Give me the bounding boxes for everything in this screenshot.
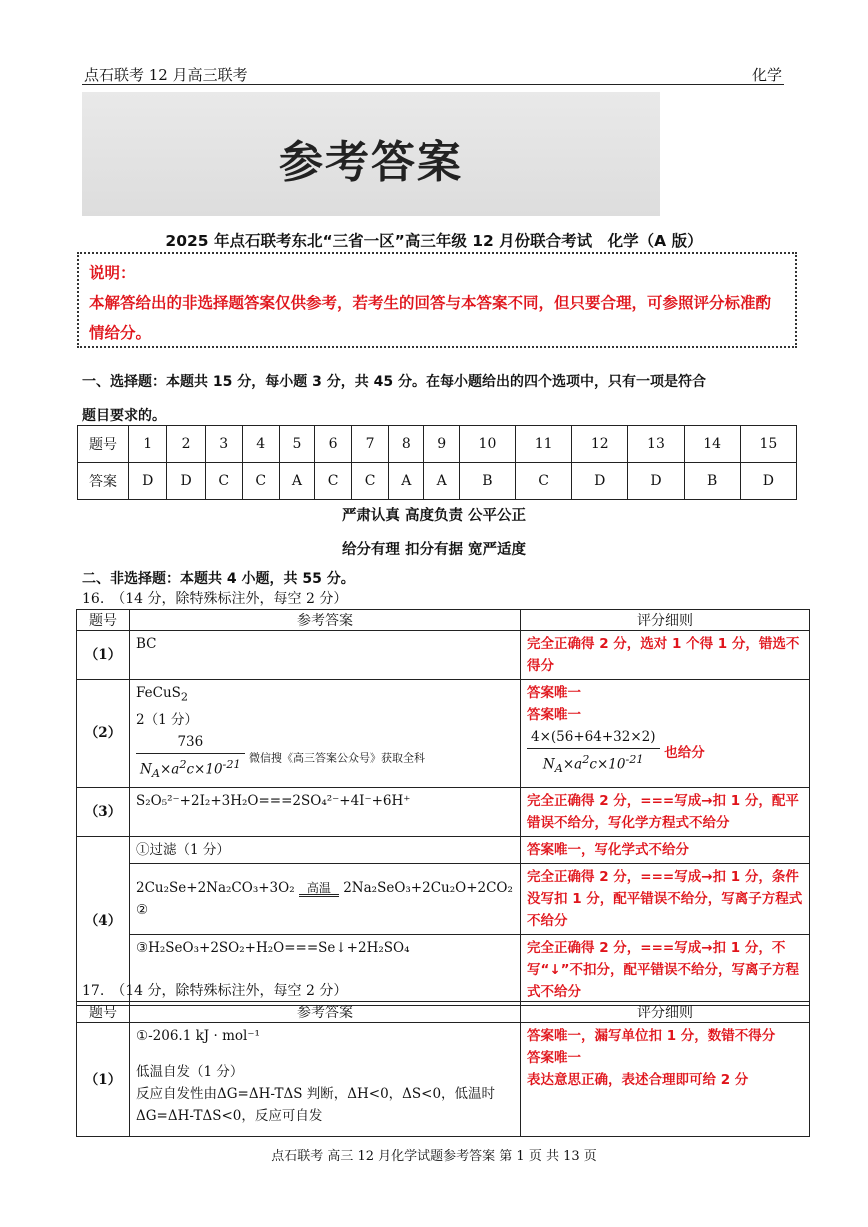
q16-row2-formula: FeCuS bbox=[136, 685, 181, 701]
q16-title: 16. （14 分，除特殊标注外，每空 2 分） bbox=[82, 591, 348, 607]
section1-line1: 一、选择题：本题共 15 分，每小题 3 分，共 45 分。在每小题给出的四个选项中，只有一项是符合 bbox=[82, 374, 706, 390]
q16-row1-num: （1） bbox=[77, 631, 130, 680]
q16-row2-a2: 2（1 分） bbox=[136, 711, 198, 728]
q16-row2-answer bbox=[130, 680, 521, 788]
table-row bbox=[77, 680, 810, 788]
alt-den-rest: ×a bbox=[562, 756, 583, 773]
fraction-numerator: 736 bbox=[136, 731, 245, 754]
q16-row4-a3: ③H₂SeO₃+2SO₂+H₂O===Se↓+2H₂SO₄ bbox=[130, 934, 521, 1005]
q17-header-num: 题号 bbox=[77, 1002, 130, 1023]
q16-row1-rule: 完全正确得 2 分，选对 1 个得 1 分，错选不得分 bbox=[521, 631, 810, 680]
alt-fraction bbox=[527, 726, 660, 780]
watermark-text: 微信搜《高三答案公众号》获取全科 bbox=[248, 751, 425, 765]
alt-den-exp: -21 bbox=[625, 753, 644, 766]
mc-number-cell: 13 bbox=[628, 426, 684, 463]
q16-row2-r3-tail: 也给分 bbox=[664, 745, 705, 762]
mc-number-cell: 9 bbox=[424, 426, 459, 463]
note-label: 说明： bbox=[89, 264, 136, 282]
q17-row1-answer bbox=[130, 1023, 521, 1137]
q16-row2-r2: 答案唯一 bbox=[527, 707, 581, 723]
eq-left: 2Cu₂Se+2Na₂CO₃+3O₂ bbox=[136, 879, 295, 896]
mc-number-cell: 6 bbox=[315, 426, 352, 463]
den-n-sub: A bbox=[151, 766, 160, 780]
q16-row4-r3: 完全正确得 2 分，===写成→扣 1 分，不写“↓”不扣分，配平错误不给分，写离子方程式不给分 bbox=[521, 934, 810, 1005]
mc-answer-cell: B bbox=[459, 463, 515, 500]
mc-answer-cell: C bbox=[242, 463, 279, 500]
page-header bbox=[82, 64, 784, 85]
alt-den-sup: 2 bbox=[582, 753, 590, 766]
mc-answer-cell: D bbox=[129, 463, 167, 500]
q16-row2-formula-sub: 2 bbox=[180, 690, 189, 704]
q16-row4-a1: ①过滤（1 分） bbox=[130, 836, 521, 863]
alt-fraction-denominator bbox=[527, 749, 660, 780]
mc-number-cell: 8 bbox=[389, 426, 424, 463]
mc-number-cell: 15 bbox=[740, 426, 796, 463]
exam-title: 2025 年点石联考东北“三省一区”高三年级 12 月份联合考试 化学（A 版） bbox=[165, 232, 703, 250]
mc-answer-cell: D bbox=[740, 463, 796, 500]
table-row bbox=[77, 787, 810, 836]
den-rest: ×a bbox=[159, 761, 180, 778]
mc-answer-cell: B bbox=[684, 463, 740, 500]
q17-a1: ①-206.1 kJ · mol⁻¹ bbox=[136, 1028, 260, 1044]
motto-line1: 严肃认真 高度负责 公平公正 bbox=[341, 508, 527, 524]
q16-table bbox=[76, 609, 810, 1006]
mc-number-cell: 10 bbox=[459, 426, 515, 463]
density-fraction bbox=[136, 731, 245, 785]
den-exp: -21 bbox=[222, 757, 241, 771]
mc-number-cell: 7 bbox=[352, 426, 389, 463]
q16-row4-a2 bbox=[130, 863, 521, 934]
den-sup: 2 bbox=[179, 757, 187, 771]
mc-number-cell: 4 bbox=[242, 426, 279, 463]
q17-a2: 低温自发（1 分） bbox=[136, 1064, 244, 1080]
mc-number-row bbox=[78, 426, 797, 463]
table-row bbox=[77, 863, 810, 934]
mc-number-cell: 1 bbox=[129, 426, 167, 463]
q16-row3-rule: 完全正确得 2 分，===写成→扣 1 分，配平错误不给分，写化学方程式不给分 bbox=[521, 787, 810, 836]
q16-row2-num: （2） bbox=[77, 680, 130, 788]
q17-row1-num: （1） bbox=[77, 1023, 130, 1137]
q16-row4-num: （4） bbox=[77, 836, 130, 1005]
mc-answer-cell: C bbox=[315, 463, 352, 500]
q16-row1-answer: BC bbox=[130, 631, 521, 680]
mc-row1-label: 题号 bbox=[78, 426, 129, 463]
mc-row2-label: 答案 bbox=[78, 463, 129, 500]
q16-row4-r1: 答案唯一，写化学式不给分 bbox=[521, 836, 810, 863]
mc-number-cell: 14 bbox=[684, 426, 740, 463]
section1-line2: 题目要求的。 bbox=[82, 408, 166, 424]
mc-answer-cell: D bbox=[628, 463, 684, 500]
q16-row2-rule bbox=[521, 680, 810, 788]
mc-answer-row bbox=[78, 463, 797, 500]
condition-arrow bbox=[299, 882, 339, 897]
mc-number-cell: 3 bbox=[205, 426, 242, 463]
q16-row3-answer: S₂O₅²⁻+2I₂+3H₂O===2SO₄²⁻+4I⁻+6H⁺ bbox=[130, 787, 521, 836]
q16-row2-r1: 答案唯一 bbox=[527, 685, 581, 701]
fraction-denominator bbox=[136, 754, 245, 785]
banner-title: 参考答案 bbox=[279, 137, 463, 188]
q17-header-answer: 参考答案 bbox=[130, 1002, 521, 1023]
mc-answer-cell: A bbox=[389, 463, 424, 500]
header-left: 点石联考 12 月高三联考 bbox=[84, 66, 248, 84]
motto-line2: 给分有理 扣分有据 宽严适度 bbox=[341, 542, 527, 558]
mc-answer-cell: D bbox=[572, 463, 628, 500]
eq-mark: ② bbox=[136, 901, 149, 918]
section1-heading bbox=[82, 365, 794, 433]
mc-answer-cell: C bbox=[205, 463, 242, 500]
mc-answer-cell: A bbox=[279, 463, 314, 500]
condition-label: 高温 bbox=[306, 880, 331, 895]
q17-r1: 答案唯一，漏写单位扣 1 分，数错不得分 bbox=[527, 1028, 776, 1044]
q16-header-answer: 参考答案 bbox=[130, 610, 521, 631]
alt-den-n: N bbox=[542, 756, 555, 773]
den-n: N bbox=[140, 761, 152, 778]
mc-number-cell: 5 bbox=[279, 426, 314, 463]
q16-header-num: 题号 bbox=[77, 610, 130, 631]
q17-r3: 表达意思正确，表述合理即可给 2 分 bbox=[527, 1072, 749, 1088]
section2-heading: 二、非选择题：本题共 4 小题，共 55 分。 bbox=[82, 571, 355, 587]
alt-fraction-numerator: 4×(56+64+32×2) bbox=[527, 726, 660, 749]
q16-row4-r2: 完全正确得 2 分，===写成→扣 1 分，条件没写扣 1 分，配平错误不给分，写离子方程式不给分 bbox=[521, 863, 810, 934]
eq-right: 2Na₂SeO₃+2Cu₂O+2CO₂ bbox=[343, 879, 513, 896]
note-box bbox=[77, 252, 797, 348]
q17-row1-rule bbox=[521, 1023, 810, 1137]
den-tail: c×10 bbox=[186, 761, 223, 778]
mc-answer-cell: C bbox=[516, 463, 572, 500]
table-row bbox=[77, 1023, 810, 1137]
title-banner bbox=[82, 92, 660, 216]
q16-header-rule: 评分细则 bbox=[521, 610, 810, 631]
mc-number-cell: 12 bbox=[572, 426, 628, 463]
mc-answer-cell: C bbox=[352, 463, 389, 500]
q16-row3-num: （3） bbox=[77, 787, 130, 836]
page-footer: 点石联考 高三 12 月化学试题参考答案 第 1 页 共 13 页 bbox=[271, 1149, 597, 1164]
mc-number-cell: 11 bbox=[516, 426, 572, 463]
mc-answer-table bbox=[77, 425, 797, 500]
q17-a3: 反应自发性由ΔG=ΔH-TΔS 判断，ΔH<0，ΔS<0，低温时ΔG=ΔH-TΔS<0，反应可自发 bbox=[136, 1086, 496, 1124]
note-text: 本解答给出的非选择题答案仅供参考，若考生的回答与本答案不同，但只要合理，可参照评分标准酌情给分。 bbox=[89, 294, 772, 342]
q17-r2: 答案唯一 bbox=[527, 1050, 581, 1066]
alt-den-n-sub: A bbox=[554, 762, 563, 776]
q17-table bbox=[76, 1001, 810, 1137]
header-right: 化学 bbox=[751, 66, 782, 84]
table-row bbox=[77, 836, 810, 863]
q17-header-rule: 评分细则 bbox=[521, 1002, 810, 1023]
mc-answer-cell: A bbox=[424, 463, 459, 500]
q17-title: 17. （14 分，除特殊标注外，每空 2 分） bbox=[82, 983, 348, 999]
table-row bbox=[77, 631, 810, 680]
mc-answer-cell: D bbox=[167, 463, 205, 500]
mc-number-cell: 2 bbox=[167, 426, 205, 463]
alt-den-tail: c×10 bbox=[589, 756, 626, 773]
